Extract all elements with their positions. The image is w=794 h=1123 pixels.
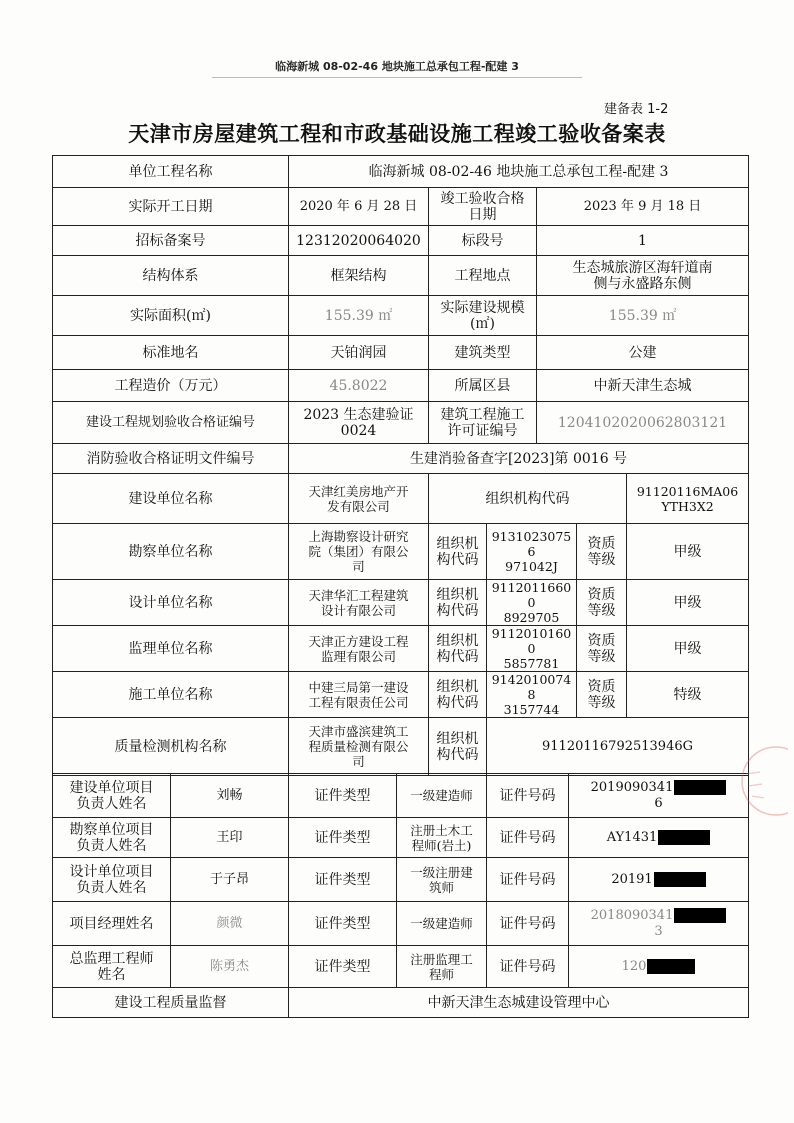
org-row-code: 91120116792513946G (487, 718, 749, 776)
person-name: 陈勇杰 (171, 946, 289, 988)
org-row-code: 91120116MA06 YTH3X2 (627, 474, 749, 524)
qual-label: 资质 等级 (577, 580, 627, 626)
start-date-label: 实际开工日期 (53, 188, 289, 226)
org-row-grade: 特级 (627, 672, 749, 718)
org-row-code: 91420100748 3157744 (487, 672, 577, 718)
site-name-label: 标准地名 (53, 336, 289, 370)
cert-no: 2019090341 6 (569, 774, 749, 818)
cert-no: 2018090341 3 (569, 902, 749, 946)
org-code-label: 组织机 构代码 (429, 718, 487, 776)
org-row-label: 质量检测机构名称 (53, 718, 289, 776)
org-row-grade: 甲级 (627, 524, 749, 580)
stamp-icon (728, 736, 788, 826)
start-date: 2020 年 6 月 28 日 (289, 188, 429, 226)
stamp-mark (746, 772, 764, 798)
tender-no-label: 招标备案号 (53, 226, 289, 256)
cert-type-label: 证件类型 (289, 774, 397, 818)
supervision-label: 建设工程质量监督 (53, 988, 289, 1018)
acceptance-date: 2023 年 9 月 18 日 (537, 188, 749, 226)
cert-type-label: 证件类型 (289, 902, 397, 946)
supervision-org: 中新天津生态城建设管理中心 (289, 988, 749, 1018)
org-code-label: 组织机 构代码 (429, 626, 487, 672)
org-row-name: 天津市盛滨建筑工 程质量检测有限公 司 (289, 718, 429, 776)
cert-no-label: 证件号码 (487, 774, 569, 818)
area: 155.39 ㎡ (289, 296, 429, 336)
building-type-label: 建筑类型 (429, 336, 537, 370)
org-row-code: 91120101600 5857781 (487, 626, 577, 672)
redaction-block (674, 780, 726, 795)
header-rule (212, 77, 582, 78)
district-label: 所属区县 (429, 370, 537, 402)
permit-no: 1204102020062803121 (537, 402, 749, 444)
person-name: 颜微 (171, 902, 289, 946)
cert-no-label: 证件号码 (487, 902, 569, 946)
area-label: 实际面积(㎡) (53, 296, 289, 336)
cert-no: 120 (569, 946, 749, 988)
person-row-label: 设计单位项目 负责人姓名 (53, 858, 171, 902)
structure-label: 结构体系 (53, 256, 289, 296)
org-row-label: 勘察单位名称 (53, 524, 289, 580)
org-code-label: 组织机 构代码 (429, 672, 487, 718)
cert-no: AY1431 (569, 818, 749, 858)
org-row-name: 天津正方建设工程 监理有限公司 (289, 626, 429, 672)
org-row-code: 91120116600 8929705 (487, 580, 577, 626)
org-code-label: 组织机构代码 (429, 474, 627, 524)
redaction-block (658, 830, 710, 845)
cert-type-label: 证件类型 (289, 818, 397, 858)
section-no-label: 标段号 (429, 226, 537, 256)
org-row-label: 施工单位名称 (53, 672, 289, 718)
unit-project-name-label: 单位工程名称 (53, 156, 289, 188)
org-row-grade: 甲级 (627, 580, 749, 626)
organizations-table (52, 473, 749, 776)
org-row-grade: 甲级 (627, 626, 749, 672)
org-row-name: 上海勘察设计研究 院（集团）有限公 司 (289, 524, 429, 580)
person-row-label: 勘察单位项目 负责人姓名 (53, 818, 171, 858)
tender-no: 12312020064020 (289, 226, 429, 256)
org-code-label: 组织机 构代码 (429, 580, 487, 626)
redaction-block (647, 959, 695, 974)
person-row-label: 项目经理姓名 (53, 902, 171, 946)
cert-no-label: 证件号码 (487, 946, 569, 988)
org-row-label: 建设单位名称 (53, 474, 289, 524)
org-row-code: 91310230756 971042J (487, 524, 577, 580)
district: 中新天津生态城 (537, 370, 749, 402)
cert-type-label: 证件类型 (289, 946, 397, 988)
cert-type: 注册土木工 程师(岩土) (397, 818, 487, 858)
section-no: 1 (537, 226, 749, 256)
cost-label: 工程造价（万元） (53, 370, 289, 402)
qual-label: 资质 等级 (577, 672, 627, 718)
redaction-block (654, 872, 706, 887)
org-row-name: 天津红美房地产开 发有限公司 (289, 474, 429, 524)
project-info-table (52, 155, 749, 474)
site-name: 天铂润园 (289, 336, 429, 370)
qual-label: 资质 等级 (577, 524, 627, 580)
scale-label: 实际建设规模 (㎡) (429, 296, 537, 336)
qual-label: 资质 等级 (577, 626, 627, 672)
redaction-block (674, 908, 726, 923)
permit-label: 建筑工程施工 许可证编号 (429, 402, 537, 444)
cert-type: 一级注册建 筑师 (397, 858, 487, 902)
plan-cert-label: 建设工程规划验收合格证编号 (53, 402, 289, 444)
form-number: 建备表 1-2 (604, 102, 669, 117)
person-row-label: 建设单位项目 负责人姓名 (53, 774, 171, 818)
location: 生态城旅游区海轩道南 侧与永盛路东侧 (537, 256, 749, 296)
person-name: 于子昂 (171, 858, 289, 902)
personnel-table (52, 773, 749, 1018)
unit-project-name: 临海新城 08-02-46 地块施工总承包工程-配建 3 (289, 156, 749, 188)
cost: 45.8022 (289, 370, 429, 402)
structure: 框架结构 (289, 256, 429, 296)
person-name: 刘畅 (171, 774, 289, 818)
cert-no: 20191 (569, 858, 749, 902)
page-title: 天津市房屋建筑工程和市政基础设施工程竣工验收备案表 (128, 122, 666, 146)
cert-type: 注册监理工 程师 (397, 946, 487, 988)
fire-cert-no: 生建消验备查字[2023]第 0016 号 (289, 444, 749, 474)
cert-type: 一级建造师 (397, 902, 487, 946)
acceptance-date-label: 竣工验收合格 日期 (429, 188, 537, 226)
page-header: 临海新城 08-02-46 地块施工总承包工程-配建 3 (275, 60, 519, 73)
fire-cert-label: 消防验收合格证明文件编号 (53, 444, 289, 474)
person-row-label: 总监理工程师 姓名 (53, 946, 171, 988)
stamp-ring (742, 747, 788, 815)
cert-no-label: 证件号码 (487, 818, 569, 858)
person-name: 王印 (171, 818, 289, 858)
org-row-label: 设计单位名称 (53, 580, 289, 626)
building-type: 公建 (537, 336, 749, 370)
cert-type-label: 证件类型 (289, 858, 397, 902)
org-code-label: 组织机 构代码 (429, 524, 487, 580)
scale: 155.39 ㎡ (537, 296, 749, 336)
org-row-name: 天津华汇工程建筑 设计有限公司 (289, 580, 429, 626)
location-label: 工程地点 (429, 256, 537, 296)
cert-type: 一级建造师 (397, 774, 487, 818)
org-row-name: 中建三局第一建设 工程有限责任公司 (289, 672, 429, 718)
cert-no-label: 证件号码 (487, 858, 569, 902)
plan-cert-no: 2023 生态建验证 0024 (289, 402, 429, 444)
org-row-label: 监理单位名称 (53, 626, 289, 672)
